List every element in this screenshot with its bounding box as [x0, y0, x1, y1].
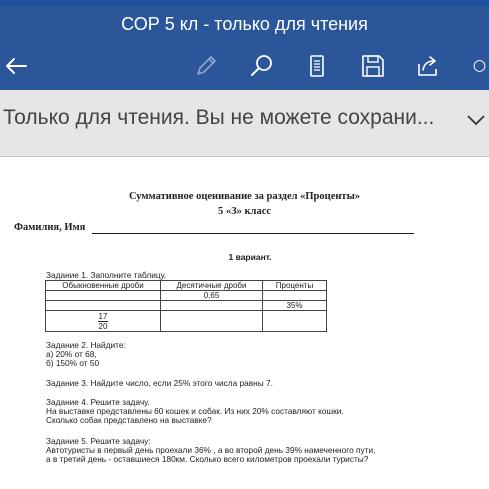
table-cell [263, 311, 327, 332]
name-underline [92, 233, 414, 234]
fraction [98, 312, 109, 331]
task2-heading: Задание 2. Найдите: [46, 340, 126, 350]
task2-item-a: а) 20% от 68, [46, 349, 97, 359]
search-icon[interactable] [246, 50, 278, 82]
task5-line1: Автотуристы в первый день проехали 36% , а во второй день 39% намеченного пути, [46, 445, 376, 455]
chevron-down-icon[interactable] [465, 109, 487, 131]
table-cell [46, 291, 161, 301]
more-icon[interactable] [470, 50, 489, 82]
table-header-cell: Десятичные дроби [161, 281, 263, 291]
table-header-cell: Обыкновенные дроби [46, 281, 161, 291]
document-title: Суммативное оценивание за раздел «Проценты» [128, 191, 361, 202]
fraction-denominator: 20 [98, 321, 108, 331]
toolbar [0, 42, 489, 90]
task1-heading: Задание 1. Заполните таблицу. [46, 270, 167, 280]
table-header-row [46, 281, 327, 291]
fraction-numerator: 17 [98, 311, 108, 321]
save-icon[interactable] [357, 50, 389, 82]
task4-line1: На выставке представлены 60 кошек и собак. Из них 20% составляют кошки. [46, 406, 344, 416]
read-only-notice-bar [0, 90, 489, 157]
back-arrow-icon[interactable] [0, 50, 32, 82]
share-icon[interactable] [412, 50, 444, 82]
table-cell [46, 301, 161, 311]
pencil-icon[interactable] [190, 50, 222, 82]
table-cell: 0,65 [161, 291, 263, 301]
task4-line2: Сколько собак представлено на выставке? [46, 415, 212, 425]
task2-item-b: б) 150% от 50 [46, 358, 100, 368]
table-row [46, 291, 327, 301]
table-header-cell: Проценты [263, 281, 327, 291]
table-row [46, 311, 327, 332]
variant-label: 1 вариант. [228, 252, 272, 262]
task4-heading: Задание 4. Решите задачу. [46, 397, 150, 407]
document-page [0, 157, 489, 489]
table-cell [263, 291, 327, 301]
table-row [46, 301, 327, 311]
window-title: СОР 5 кл - только для чтения [0, 6, 489, 42]
task1-table [45, 280, 327, 332]
table-cell [161, 311, 263, 332]
table-cell [161, 301, 263, 311]
name-label: Фамилия, Имя [14, 222, 86, 233]
task5-heading: Задание 5. Решите задачу: [46, 436, 151, 446]
read-only-notice-text: Только для чтения. Вы не можете сохрани... [3, 106, 435, 129]
table-cell: 35% [263, 301, 327, 311]
reading-view-icon[interactable] [301, 50, 333, 82]
task5-line2: а в третий день - оставшиеся 180км. Сколько всего километров проехали туристы? [46, 454, 369, 464]
task3-text: Задание 3. Найдите число, если 25% этого числа равны 7. [46, 378, 273, 388]
table-cell-fraction [46, 311, 161, 332]
document-subtitle: 5 «З» класс [217, 206, 272, 217]
